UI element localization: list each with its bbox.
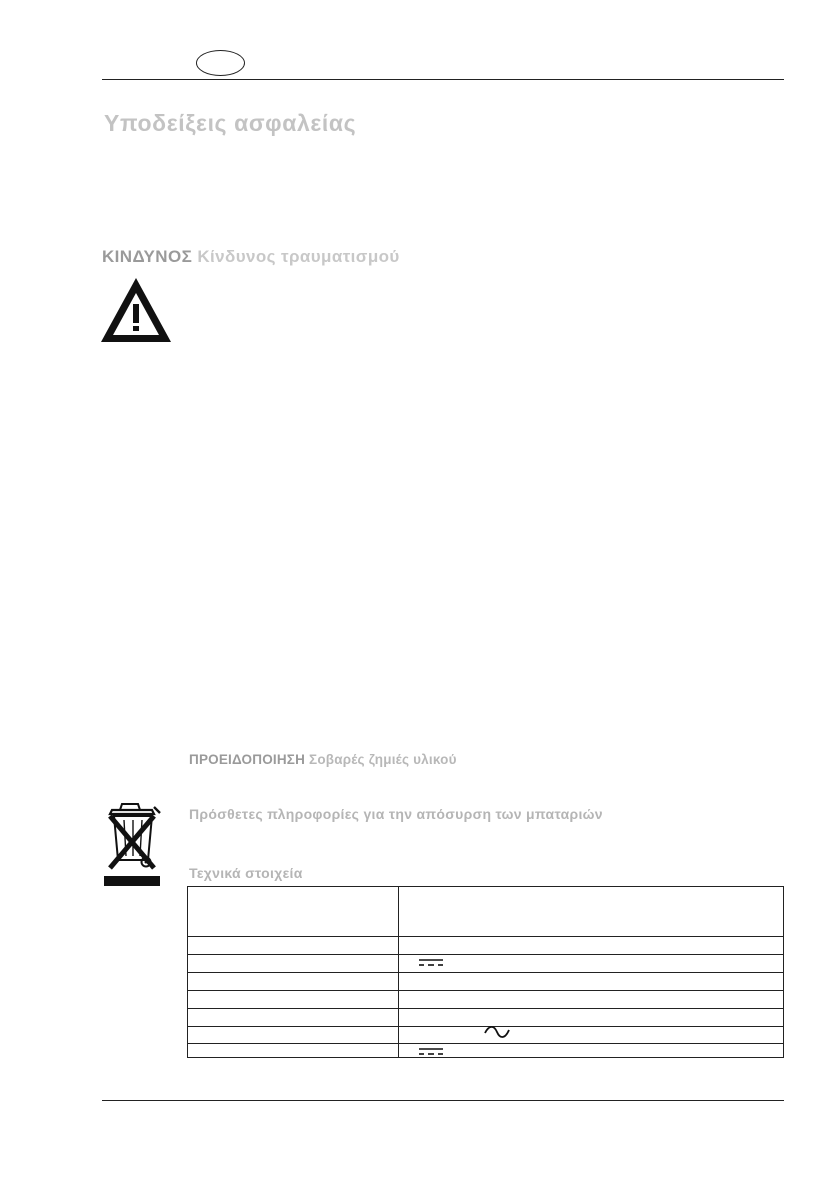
notice-description: Σοβαρές ζημιές υλικού — [309, 752, 457, 767]
technical-data-table — [187, 886, 784, 1058]
table-row — [188, 954, 783, 955]
safety-heading: Υποδείξεις ασφαλείας — [104, 110, 357, 136]
alternating-current-icon — [484, 1025, 510, 1039]
danger-heading — [102, 247, 400, 267]
direct-current-icon — [418, 1047, 444, 1057]
table-row — [188, 990, 783, 991]
technical-data-heading: Τεχνικά στοιχεία — [189, 865, 303, 881]
table-row — [188, 1008, 783, 1009]
table-row — [188, 936, 783, 937]
notice-heading — [189, 752, 457, 767]
danger-label: ΚΙΝΔΥΝΟΣ — [102, 247, 193, 266]
crossed-out-wheelie-bin-icon — [104, 796, 162, 888]
battery-disposal-heading: Πρόσθετες πληροφορίες για την απόσυρση των μπαταριών — [189, 806, 603, 822]
direct-current-icon — [418, 958, 444, 968]
table-row — [188, 972, 783, 973]
warning-triangle-icon — [100, 276, 172, 344]
footer-rule — [102, 1100, 784, 1101]
notice-label: ΠΡΟΕΙΔΟΠΟΙΗΣΗ — [189, 752, 306, 767]
danger-description: Κίνδυνος τραυματισμού — [197, 247, 400, 266]
header-rule — [102, 79, 784, 80]
language-badge — [196, 50, 245, 76]
table-row — [188, 1043, 783, 1044]
